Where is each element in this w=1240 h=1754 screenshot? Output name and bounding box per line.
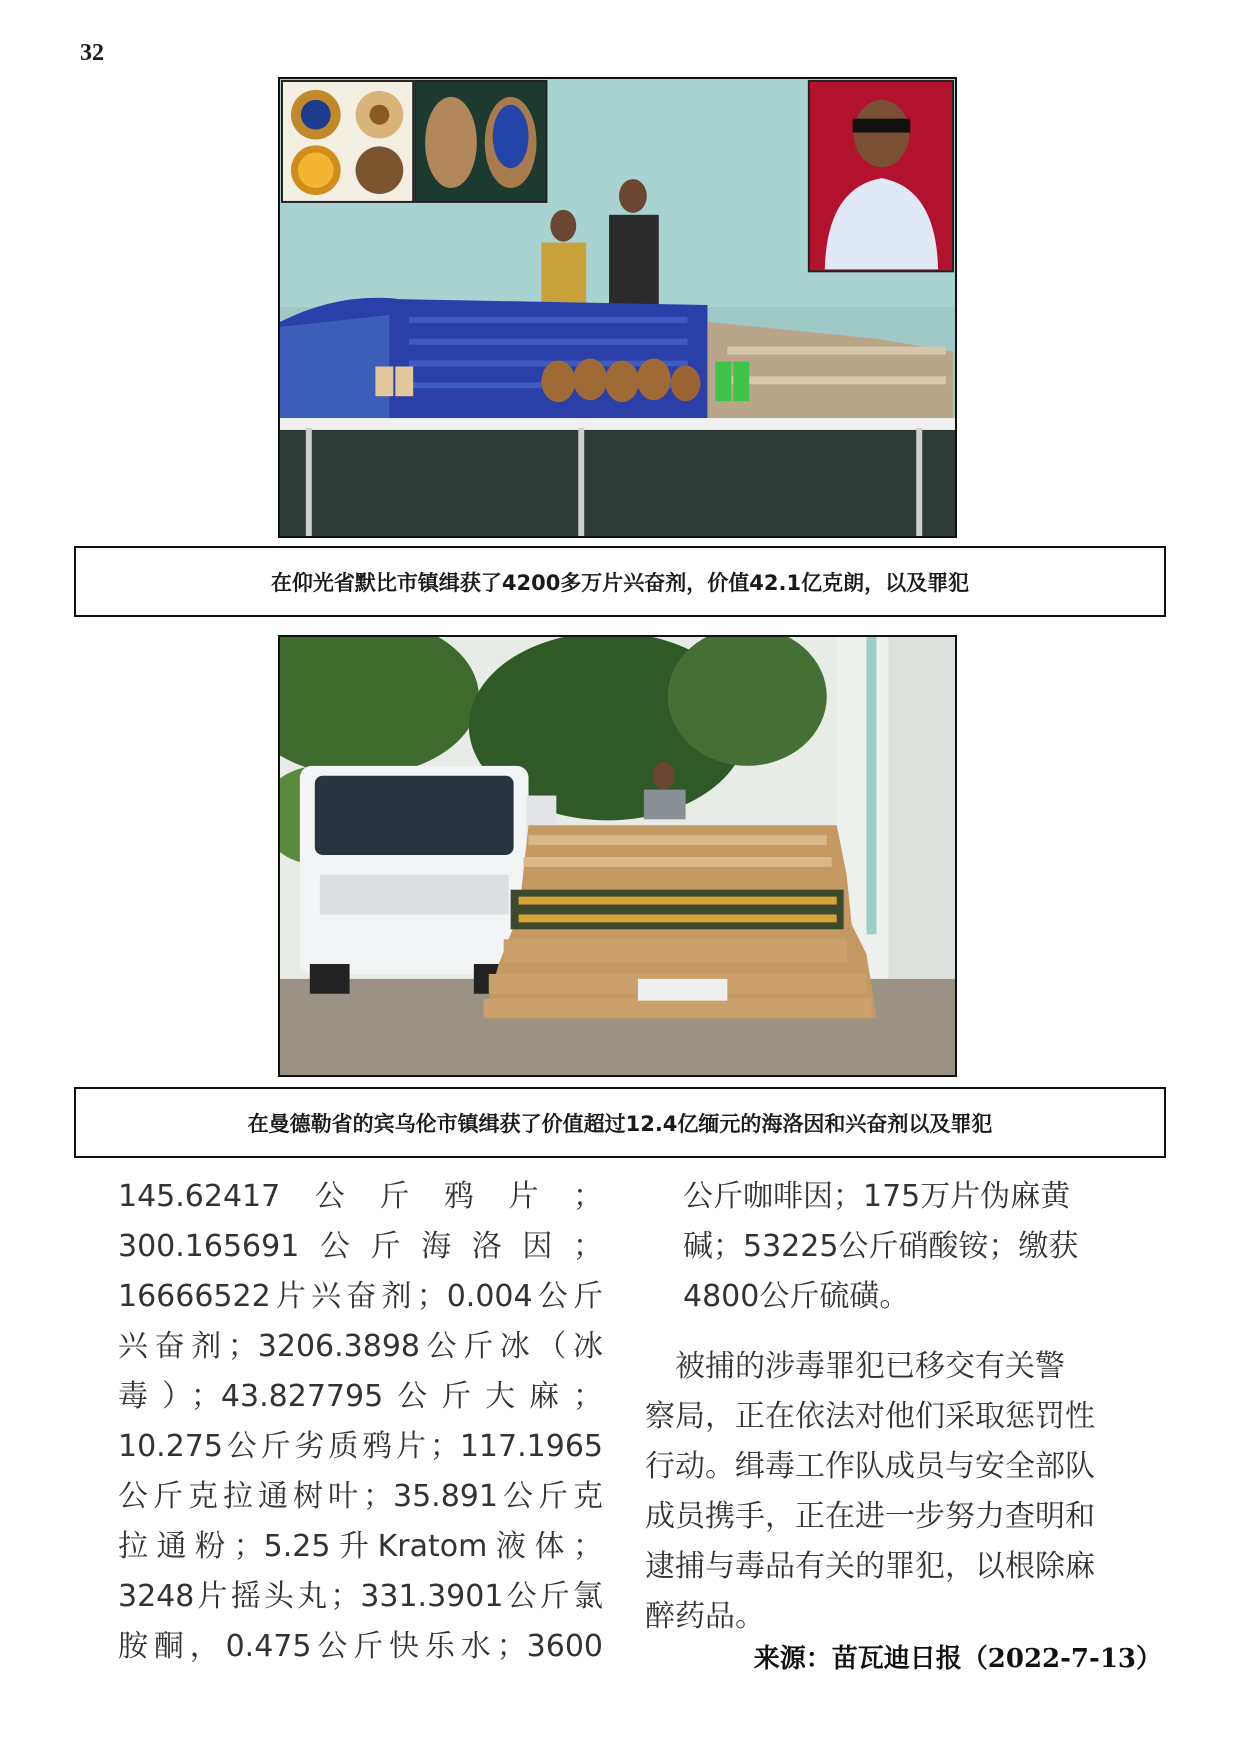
text-line: 毒）；43.827795公斤大麻；: [118, 1379, 603, 1414]
text-line: 被捕的涉毒罪犯已移交有关警: [645, 1349, 1065, 1384]
text-line: 4800公斤硫磺。: [683, 1279, 910, 1314]
seizure-photo-yangon: [278, 77, 957, 538]
text-line: 胺酮，0.475公斤快乐水；3600: [118, 1629, 603, 1664]
text-line: 兴奋剂；3206.3898公斤冰（冰: [118, 1329, 603, 1364]
photo1-caption-text: 在仰光省默比市镇缉获了4200多万片兴奋剂，价值42.1亿克朗，以及罪犯: [270, 570, 970, 595]
text-line: 碱；53225公斤硝酸铵；缴获: [683, 1229, 1079, 1264]
right-column: [645, 1172, 1165, 1642]
text-line: 3248片摇头丸；331.3901公斤氯: [118, 1579, 603, 1614]
text-line: 10.275公斤劣质鸦片；117.1965: [118, 1429, 603, 1464]
page-number: 32: [80, 40, 104, 66]
text-line: 逮捕与毒品有关的罪犯，以根除麻: [645, 1549, 1095, 1584]
text-line: 公斤咖啡因；175万片伪麻黄: [683, 1179, 1071, 1214]
text-line: 145.62417公斤鸦片；: [118, 1179, 603, 1214]
text-line: 行动。缉毒工作队成员与安全部队: [645, 1449, 1095, 1484]
text-line: 拉通粉；5.25升Kratom液体；: [118, 1529, 603, 1564]
left-column: [118, 1172, 603, 1672]
text-line: 16666522片兴奋剂；0.004公斤: [118, 1279, 603, 1314]
text-line: 成员携手，正在进一步努力查明和: [645, 1499, 1095, 1534]
source-citation: 来源：苗瓦迪日报（2022-7-13）: [753, 1644, 1162, 1674]
photo2-caption: [74, 1087, 1166, 1158]
photo1-caption: [74, 546, 1166, 617]
text-line: 察局，正在依法对他们采取惩罚性: [645, 1399, 1095, 1434]
paragraph-1: [645, 1172, 1165, 1322]
seizure-photo-mandalay: [278, 635, 957, 1077]
paragraph-2: [645, 1342, 1165, 1642]
text-line: 公斤克拉通树叶；35.891公斤克: [118, 1479, 603, 1514]
photo2-caption-text: 在曼德勒省的宾乌伦市镇缉获了价值超过12.4亿缅元的海洛因和兴奋剂以及罪犯: [247, 1111, 993, 1136]
text-line: 醉药品。: [645, 1599, 765, 1634]
text-line: 300.165691公斤海洛因；: [118, 1229, 603, 1264]
